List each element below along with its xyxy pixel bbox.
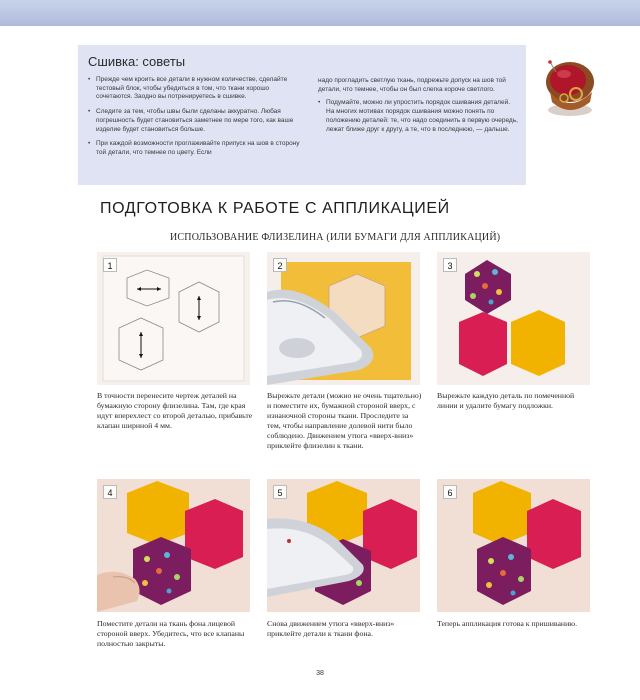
step-number: 4 [103,485,117,499]
top-band [0,0,640,26]
step-6-image [437,479,590,612]
step-4-image [97,479,250,612]
page-title: ПОДГОТОВКА К РАБОТЕ С АППЛИКАЦИЕЙ [100,200,450,217]
tip-item: • Прежде чем кроить все детали в нужном количестве, сделайте тестовый блок, чтобы убедиться в том, что ткани хорошо сочетаются. Заодно вы потренируетесь в сшивке. [88,76,302,102]
step-number: 1 [103,258,117,272]
step-4-caption: Поместите детали на ткань фона лицевой стороной вверх. Убедитесь, что все клапаны полностью закрыты. [97,619,245,648]
tip-continuation: надо прогладить светлую ткань, подрежьте допуск на шов той детали, что темнее, чтобы он был слегка короче светлого. [318,77,506,93]
tips-box [78,45,526,185]
tips-left-column [88,76,302,164]
step-number: 6 [443,485,457,499]
tips-title: Сшивка: советы [88,54,186,69]
tip-item: • Подумайте, можно ли упростить порядок сшивания деталей. На многих мотивах порядок сшивания можно понять по положению деталей: те, что надо соединить в первую очередь, лежат ближе друг к другу, а те, что в последнюю, — дальше. [318,99,518,134]
step-3-image [437,252,590,385]
tip-item: • При каждой возможности проглаживайте припуск на шов в сторону той детали, что темнее по цвету. Если [88,140,302,157]
tips-right-column [318,77,518,140]
step-5-caption: Снова движением утюга «вверх-вниз» приклейте детали к ткани фона. [267,619,395,638]
section-subtitle: ИСПОЛЬЗОВАНИЕ ФЛИЗЕЛИНА (ИЛИ БУМАГИ ДЛЯ АППЛИКАЦИЙ) [170,232,501,243]
tip-item: • Следите за тем, чтобы швы были сделаны аккуратно. Любая погрешность будет становиться заметнее по мере того, как ваше изделие будет становиться больше. [88,108,302,134]
step-number: 3 [443,258,457,272]
step-1-caption: В точности перенесите чертеж деталей на бумажную сторону флизелина. Там, где края идут вперехлест со второй деталью, прибавьте клапан шириной 4 мм. [97,391,253,430]
pincushion-image [538,52,602,122]
step-2-caption: Вырежьте детали (можно не очень тщательно) и поместите их, бумажной стороной вверх, с изнаночной стороны ткани. Проследите за тем, чтобы направление долевой нити было соблюдено. Движением утюга «вверх-вниз» приклейте флизелин к ткани. [267,391,422,450]
step-number: 2 [273,258,287,272]
step-6-caption: Теперь аппликация готова к пришиванию. [437,619,578,628]
step-number: 5 [273,485,287,499]
step-5-image [267,479,420,612]
step-1-image [97,252,250,385]
page-number: 38 [316,670,324,677]
step-3-caption: Вырежьте каждую деталь по помеченной линии и удалите бумагу подложки. [437,391,575,410]
step-2-image [267,252,420,385]
